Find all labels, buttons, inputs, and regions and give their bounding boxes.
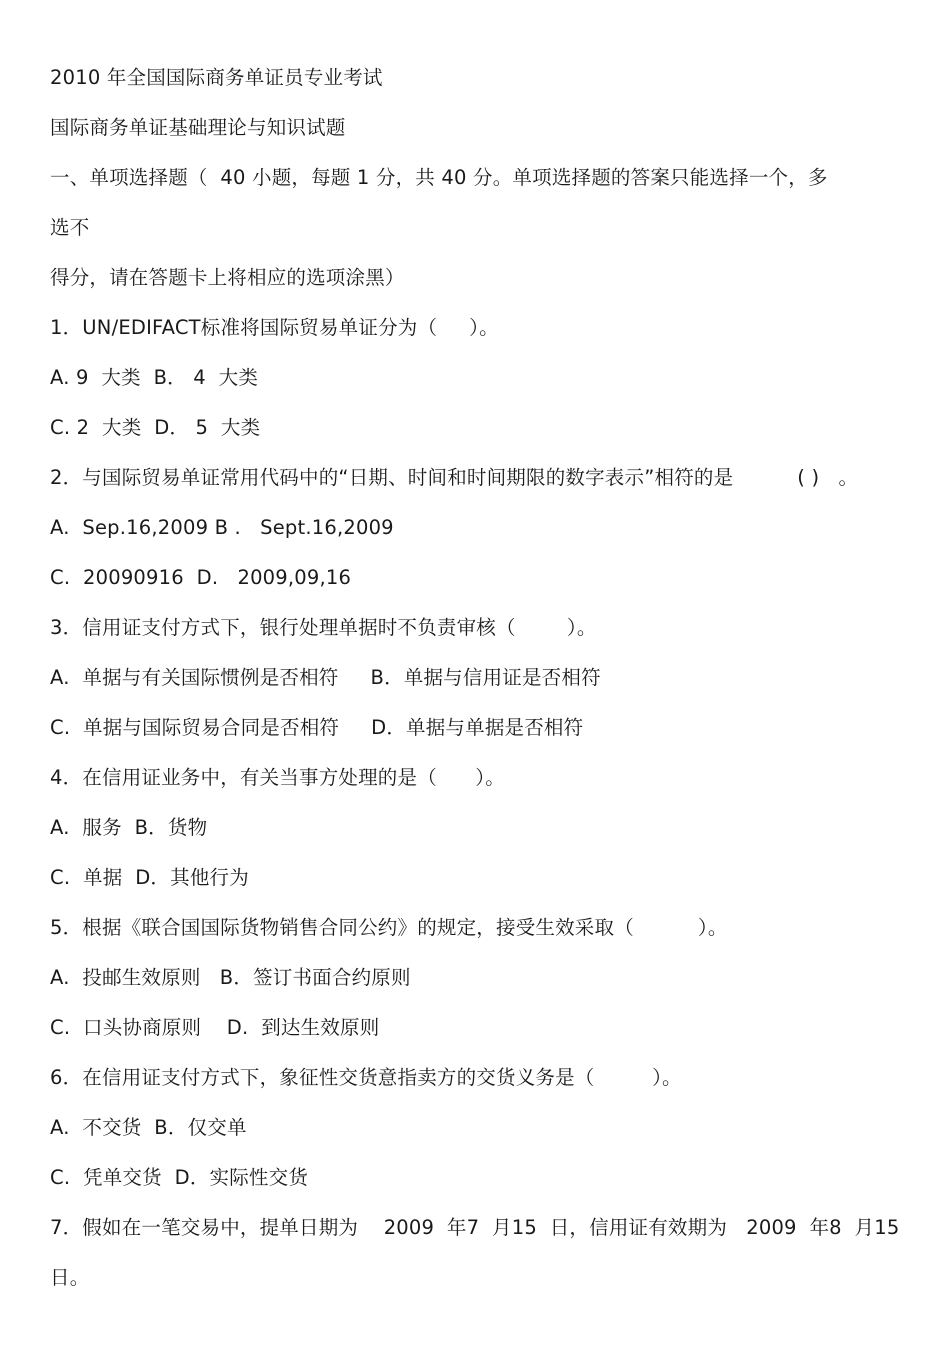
- question-7-continued: 日。: [50, 1266, 90, 1289]
- question-3: 3．信用证支付方式下，银行处理单据时不负责审核（ ）。: [50, 616, 597, 639]
- question-1-options-cd: C. 2 大类 D． 5 大类: [50, 416, 261, 439]
- question-1: 1．UN/EDIFACT标准将国际贸易单证分为（ ）。: [50, 316, 499, 339]
- document-page: [50, 61, 910, 1311]
- question-2: 2．与国际贸易单证常用代码中的“日期、时间和时间期限的数字表示”相符的是 ( ) 。: [50, 466, 859, 489]
- question-3-options-cd: C. 单据与国际贸易合同是否相符 D．单据与单据是否相符: [50, 716, 584, 739]
- question-2-options-cd: C. 20090916 D. 2009,09,16: [50, 566, 352, 589]
- question-2-options-ab: A. Sep.16,2009 B . Sept.16,2009: [50, 516, 394, 539]
- section-heading-continued: 选不: [50, 216, 90, 239]
- question-4: 4．在信用证业务中，有关当事方处理的是（ ）。: [50, 766, 505, 789]
- question-5-options-ab: A. 投邮生效原则 B．签订书面合约原则: [50, 966, 411, 989]
- question-1-options-ab: A. 9 大类 B． 4 大类: [50, 366, 259, 389]
- question-6: 6．在信用证支付方式下，象征性交货意指卖方的交货义务是（ ）。: [50, 1066, 682, 1089]
- question-6-options-ab: A. 不交货 B．仅交单: [50, 1116, 247, 1139]
- question-4-options-cd: C. 单据 D．其他行为: [50, 866, 249, 889]
- question-4-options-ab: A. 服务 B．货物: [50, 816, 208, 839]
- question-6-options-cd: C. 凭单交货 D．实际性交货: [50, 1166, 309, 1189]
- question-7: 7．假如在一笔交易中，提单日期为 2009 年7 月15 日，信用证有效期为 2009 年8 月15: [50, 1216, 900, 1239]
- question-5-options-cd: C. 口头协商原则 D. 到达生效原则: [50, 1016, 380, 1039]
- document-title: 2010 年全国国际商务单证员专业考试: [50, 66, 383, 89]
- question-3-options-ab: A. 单据与有关国际惯例是否相符 B．单据与信用证是否相符: [50, 666, 601, 689]
- section-instructions: 得分，请在答题卡上将相应的选项涂黑）: [50, 266, 405, 289]
- section-heading: 一、单项选择题（ 40 小题，每题 1 分，共 40 分。单项选择题的答案只能选择一个，多: [50, 166, 828, 189]
- question-5: 5．根据《联合国国际货物销售合同公约》的规定，接受生效采取（ ）。: [50, 916, 728, 939]
- document-subtitle: 国际商务单证基础理论与知识试题: [50, 116, 346, 139]
